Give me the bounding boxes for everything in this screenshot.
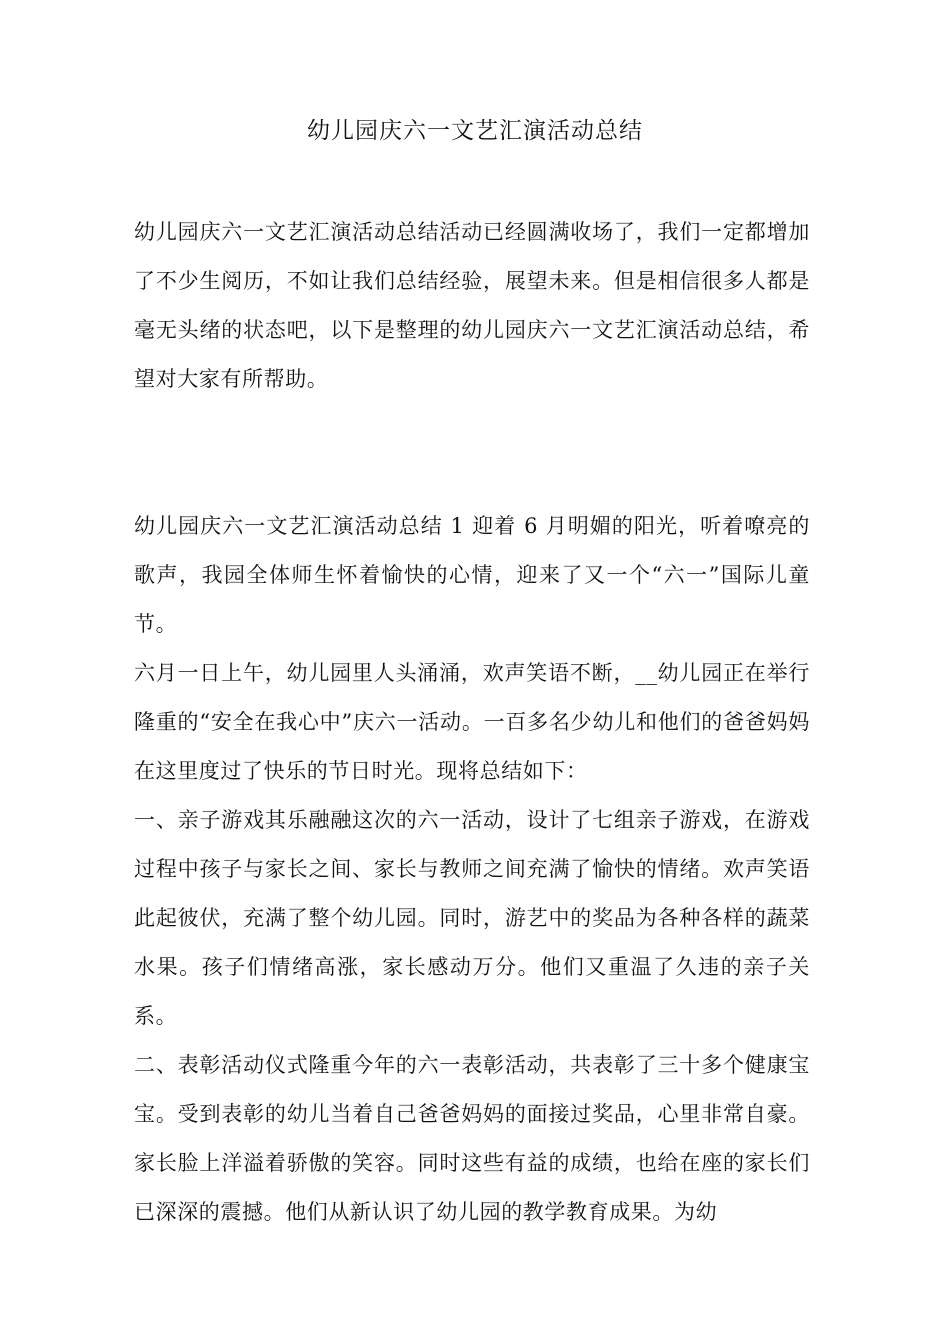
body-paragraph-2: 六月一日上午，幼儿园里人头涌涌，欢声笑语不断，__幼儿园正在举行隆重的“安全在我心中”庆六一活动。一百多名少幼儿和他们的爸爸妈妈在这里度过了快乐的节日时光。现将总结如下： — [134, 661, 810, 783]
document-body — [134, 208, 810, 1237]
body-paragraph-4: 二、表彰活动仪式隆重今年的六一表彰活动，共表彰了三十多个健康宝宝。受到表彰的幼儿当着自己爸爸妈妈的面接过奖品，心里非常自豪。家长脸上洋溢着骄傲的笑容。同时这些有益的成绩，也给在座的家长们已深深的震撼。他们从新认识了幼儿园的教学教育成果。为幼 — [134, 1053, 810, 1224]
body-paragraph-1: 幼儿园庆六一文艺汇演活动总结 1 迎着 6 月明媚的阳光，听着嘹亮的歌声，我园全体师生怀着愉快的心情，迎来了又一个“六一”国际儿童节。 — [134, 514, 810, 636]
paragraph-spacer — [134, 453, 810, 502]
intro-paragraph: 幼儿园庆六一文艺汇演活动总结活动已经圆满收场了，我们一定都增加了不少生阅历，不如让我们总结经验，展望未来。但是相信很多人都是毫无头绪的状态吧，以下是整理的幼儿园庆六一文艺汇演活动总结，希望对大家有所帮助。 — [134, 220, 810, 391]
body-paragraph-3: 一、亲子游戏其乐融融这次的六一活动，设计了七组亲子游戏，在游戏过程中孩子与家长之间、家长与教师之间充满了愉快的情绪。欢声笑语此起彼伏，充满了整个幼儿园。同时，游艺中的奖品为各种各样的蔬菜水果。孩子们情绪高涨，家长感动万分。他们又重温了久违的亲子关系。 — [134, 808, 810, 1028]
document-title: 幼儿园庆六一文艺汇演活动总结 — [307, 118, 643, 144]
paragraph-spacer — [134, 404, 810, 453]
